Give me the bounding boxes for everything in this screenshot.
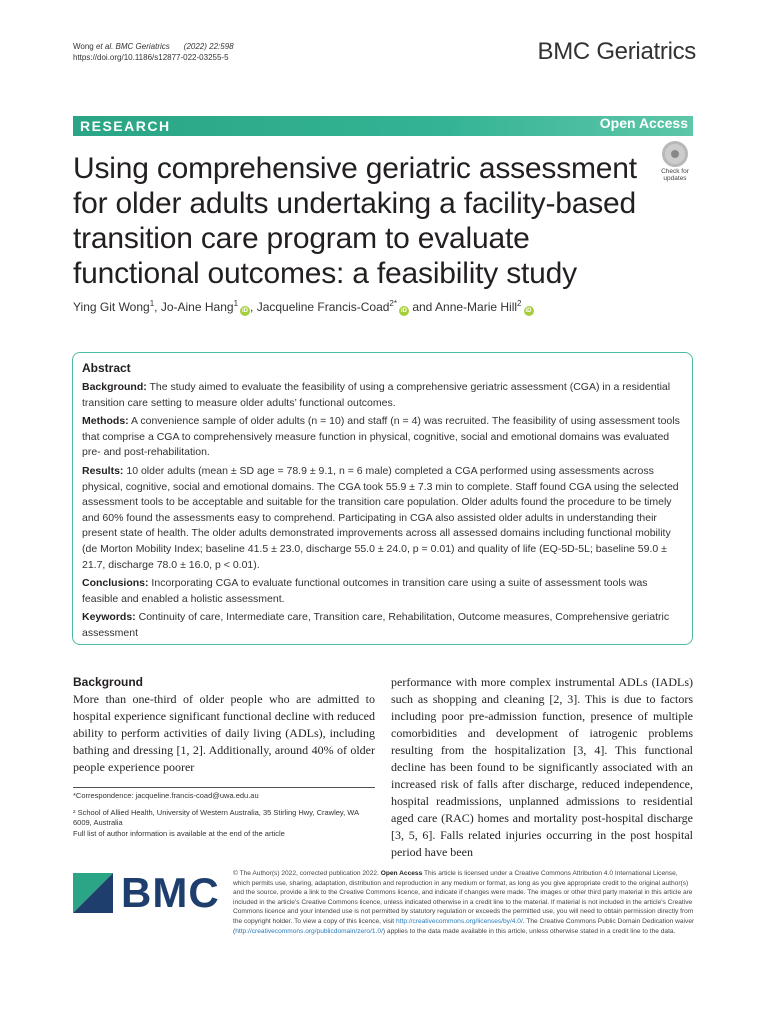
orcid-icon[interactable]: iD bbox=[525, 308, 532, 314]
abstract-keywords: Keywords: Continuity of care, Intermediate care, Transition care, Rehabilitation, Outcome measures, Comprehensive geriatric assessment bbox=[82, 611, 670, 639]
body-paragraph: performance with more complex instrumental ADLs (IADLs) such as shopping and cleaning [2, 3]. This is due to factors including poor pre-admission function, presence of multiple comorbidities and development of iatrogenic problems resulting from the hospitalization [3, 4]. This functional decline has been found to be significantly associated with an increased risk of falls after discharge, reduced independence, hospital readmissions, unplanned admissions to residential aged care (RAC) homes and mortality post-hospital discharge [3, 5, 6]. Falls related injuries occurring in the post hospital period have been bbox=[391, 675, 693, 859]
cc-by-link[interactable]: http://creativecommons.org/licenses/by/4.0/ bbox=[395, 917, 523, 925]
body-column-right bbox=[391, 674, 693, 861]
body-paragraph: More than one-third of older people who are admitted to hospital experience significant functional decline with reduced ability to perform activities of daily living (ADLs), including bathing and dressing [1, 2]. Additionally, around 40% of older people experience poorer bbox=[73, 692, 375, 774]
open-access-bold: Open Access bbox=[380, 870, 423, 877]
doi-link[interactable]: https://doi.org/10.1186/s12877-022-03255-5 bbox=[73, 53, 229, 62]
article-title: Using comprehensive geriatric assessment for older adults undertaking a facility-based transition care program to evaluate functional outcomes: a feasibility study bbox=[73, 152, 637, 290]
abstract-background: Background: The study aimed to evaluate the feasibility of using a comprehensive geriatric assessment (CGA) in a residential transition care setting to measure older adults’ functional outcomes. bbox=[82, 381, 671, 409]
footnote-divider bbox=[73, 787, 375, 788]
body-column-left bbox=[73, 674, 375, 776]
affiliation-note: ² School of Allied Health, University of Western Australia, 35 Stirling Hwy, Crawley, WA 6009, Australia bbox=[73, 807, 359, 827]
author-name: Ying Git Wong bbox=[73, 300, 150, 314]
journal-name: BMC Geriatrics bbox=[537, 38, 696, 65]
check-for-updates-badge[interactable] bbox=[655, 141, 695, 181]
footnotes bbox=[73, 787, 375, 839]
bmc-logo bbox=[73, 869, 220, 916]
cc-zero-link[interactable]: http://creativecommons.org/publicdomain/zero/1.0/ bbox=[235, 927, 383, 935]
author-name: Anne-Marie Hill bbox=[435, 300, 518, 314]
author-list: Ying Git Wong$^1$, Jo-Aine Hang$^1$iD , Jacqueline Francis-Coad$^{2*}$iD and Anne-Marie Hill$^2$iD bbox=[73, 299, 532, 314]
check-updates-text: Check for updates bbox=[661, 168, 689, 182]
orcid-icon[interactable]: iD bbox=[242, 308, 249, 314]
citation-journal: et al. BMC Geriatrics bbox=[95, 42, 170, 51]
article-type-banner bbox=[73, 116, 693, 136]
citation-author: Wong bbox=[73, 42, 96, 51]
bmc-logo-icon bbox=[73, 873, 113, 913]
correspondence-note: *Correspondence: jacqueline.francis-coad@uwa.edu.au bbox=[73, 791, 259, 800]
author-info-note: Full list of author information is available at the end of the article bbox=[73, 828, 285, 838]
bmc-logo-text: BMC bbox=[121, 869, 220, 916]
section-heading-background: Background bbox=[73, 675, 144, 689]
citation-year: (2022) 22:598 bbox=[183, 42, 234, 51]
author-name: Jo-Aine Hang bbox=[160, 300, 234, 314]
orcid-icon[interactable]: iD bbox=[400, 308, 407, 314]
check-updates-icon bbox=[662, 141, 688, 167]
author-name: Jacqueline Francis-Coad bbox=[256, 300, 390, 314]
abstract-heading: Abstract bbox=[82, 361, 131, 375]
abstract-results: Results: 10 older adults (mean ± SD age = 78.9 ± 9.1, n = 6 male) completed a CGA performed using assessments across physical, cognitive, social and emotional domains. The CGA took 55.9 ± 7.3 min to complete. Staff found CGA using the selected assessment tools to be acceptable and suitable for the transition care population. Older adults found the procedure to be timely and 60% found the assessments easy to comprehend. Participating in CGA also assisted older adults in understanding their present state of health. The older adults demonstrated improvements across all assessed domains including functional mobility (de Morton Mobility Index; baseline 41.5 ± 23.0, discharge 55.0 ± 24.0, p = 0.01) and quality of life (EQ-5D-5L; baseline 59.0 ± 21.7, discharge 78.0 ± 16.0, p < 0.01). bbox=[82, 464, 679, 571]
citation-header bbox=[73, 41, 234, 63]
open-access-label: Open Access bbox=[599, 115, 688, 131]
article-type-label: RESEARCH bbox=[80, 118, 171, 134]
abstract-methods: Methods: A convenience sample of older adults (n = 10) and staff (n = 4) was recruited. The feasibility of using assessment tools that comprise a CGA to comprehensively measure function in physical, cognitive, social and emotional domains was evaluated pre- and post-rehabilitation. bbox=[82, 415, 680, 459]
license-statement: © The Author(s) 2022, corrected publication 2022. Open Access This article is licensed under a Creative Commons Attribution 4.0 International License, which permits use, sharing, adaptation, distribution and reproduction in any medium or format, as long as you give appropriate credit to the original author(s) and the source, provide a link to the Creative Commons licence, and indicate if changes were made. The images or other third party material in this article are included in the article's Creative Commons licence, unless indicated otherwise in a credit line to the material. If material is not included in the article's Creative Commons licence and your intended use is not permitted by statutory regulation or exceeds the permitted use, you will need to obtain permission directly from the copyright holder. To view a copy of this licence, visit http://creativecommons.org/licenses/by/4.0/. The Creative Commons Public Domain Dedication waiver (http://creativecommons.org/publicdomain/zero/1.0/) applies to the data made available in this article, unless otherwise stated in a credit line to the data. bbox=[233, 870, 695, 935]
abstract-conclusions: Conclusions: Incorporating CGA to evaluate functional outcomes in transition care using a suite of assessment tools was feasible and enabled a holistic assessment. bbox=[82, 577, 648, 605]
abstract-box bbox=[72, 352, 693, 645]
